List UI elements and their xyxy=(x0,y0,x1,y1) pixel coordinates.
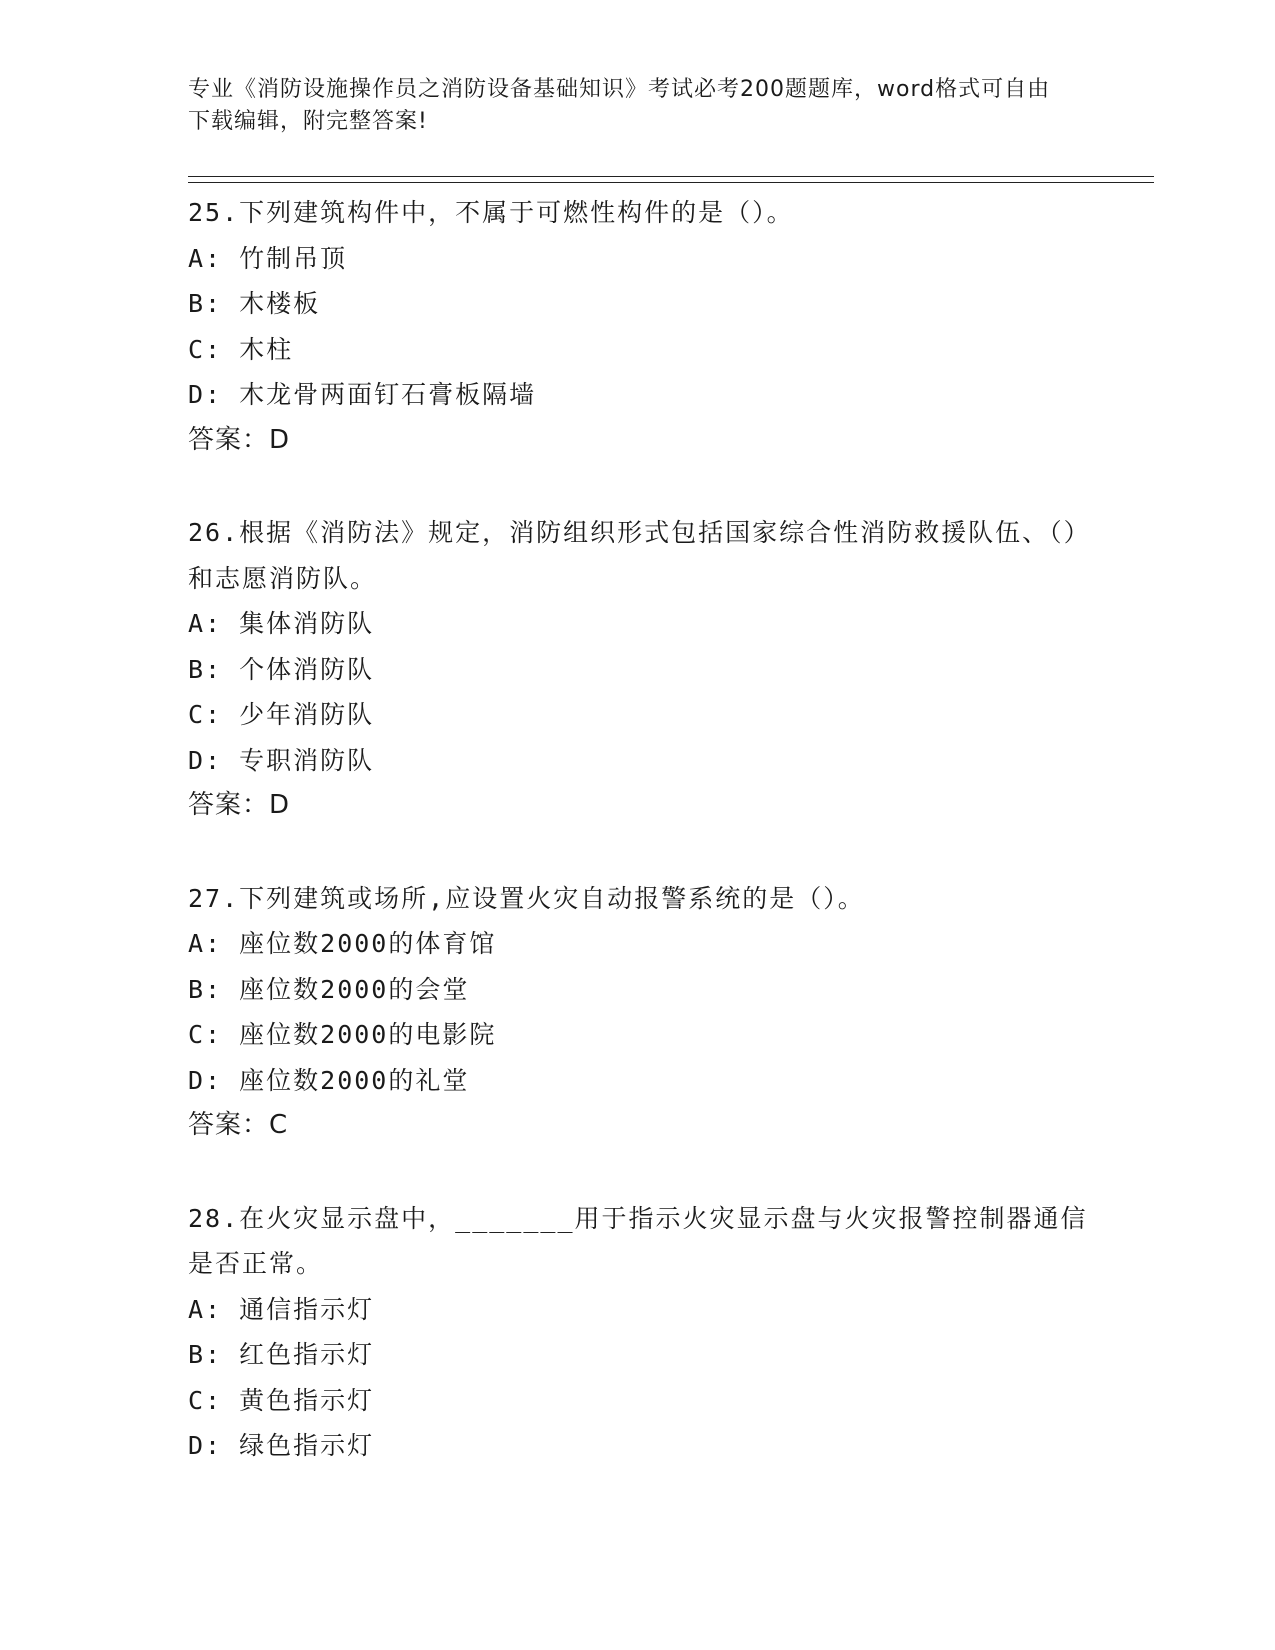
option-b: B: 个体消防队 xyxy=(188,654,375,684)
question-28 xyxy=(188,1196,1088,1469)
option-b: B: 座位数2000的会堂 xyxy=(188,974,470,1004)
question-stem: 25.下列建筑构件中，不属于可燃性构件的是（）。 xyxy=(188,198,794,227)
option-a: A: 竹制吊顶 xyxy=(188,243,348,273)
question-27 xyxy=(188,876,1088,1149)
option-b: B: 木楼板 xyxy=(188,289,321,318)
document-header: 专业《消防设施操作员之消防设备基础知识》考试必考200题题库，word格式可自由下载编辑，附完整答案! xyxy=(188,77,1051,134)
option-d: D: 绿色指示灯 xyxy=(188,1431,375,1460)
option-c: C: 黄色指示灯 xyxy=(188,1385,375,1415)
option-c: C: 木柱 xyxy=(188,334,294,364)
header-divider xyxy=(188,176,1154,183)
question-stem: 26.根据《消防法》规定，消防组织形式包括国家综合性消防救援队伍、（）和志愿消防队。 xyxy=(188,518,1079,593)
option-d: D: 木龙骨两面钉石膏板隔墙 xyxy=(188,380,537,409)
option-a: A: 座位数2000的体育馆 xyxy=(188,929,497,958)
option-b: B: 红色指示灯 xyxy=(188,1340,375,1369)
answer: 答案：C xyxy=(188,1110,289,1140)
option-a: A: 集体消防队 xyxy=(188,609,375,638)
question-stem: 28.在火灾显示盘中，_______用于指示火灾显示盘与火灾报警控制器通信是否正常。 xyxy=(188,1203,1088,1278)
answer: 答案：D xyxy=(188,790,291,820)
option-c: C: 少年消防队 xyxy=(188,700,375,729)
question-25 xyxy=(188,190,1088,463)
option-d: D: 专职消防队 xyxy=(188,745,375,775)
question-stem: 27.下列建筑或场所,应设置火灾自动报警系统的是（）。 xyxy=(188,883,865,913)
question-26 xyxy=(188,510,1088,829)
option-c: C: 座位数2000的电影院 xyxy=(188,1020,497,1049)
question-list xyxy=(188,190,1088,1516)
option-a: A: 通信指示灯 xyxy=(188,1294,375,1324)
answer: 答案：D xyxy=(188,424,291,455)
option-d: D: 座位数2000的礼堂 xyxy=(188,1065,470,1095)
